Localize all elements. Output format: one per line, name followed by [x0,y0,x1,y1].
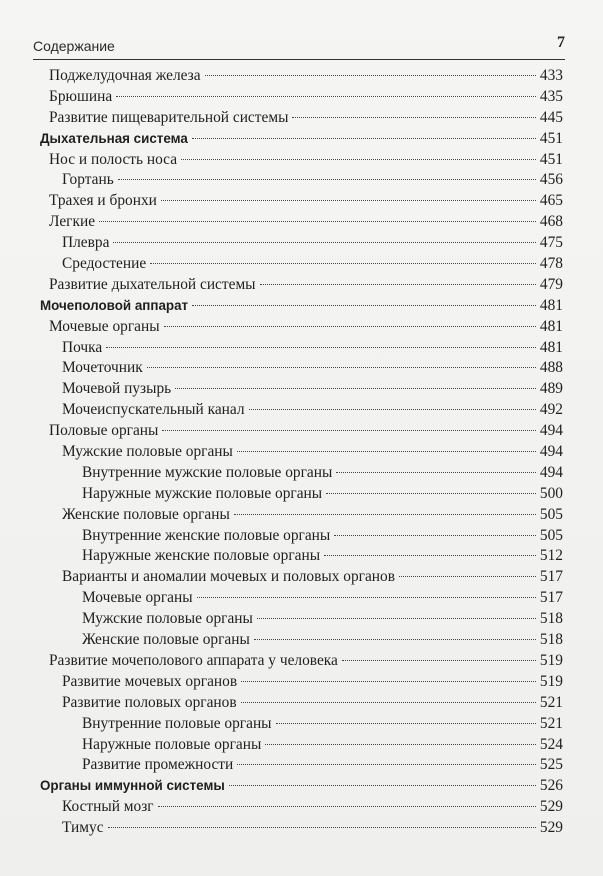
header-rule [33,59,565,60]
dot-leader [161,200,536,201]
dot-leader [108,827,536,828]
toc-entry-page: 518 [539,631,563,649]
toc-entry-page: 478 [539,255,563,273]
toc-entry-page: 525 [539,756,563,774]
toc-entry [40,797,563,818]
toc-entry-page: 494 [539,443,563,461]
toc-entry-page: 505 [539,526,563,544]
dot-leader [276,723,536,724]
toc-entry [40,379,563,400]
dot-leader [334,535,536,536]
dot-leader [265,744,536,745]
dot-leader [342,660,536,661]
toc-entry [40,630,563,651]
toc-entry-page: 529 [539,798,563,816]
toc-entry-label: Развитие мочевых органов [62,672,238,690]
toc-entry-page: 512 [539,547,563,565]
toc-entry-page: 433 [539,67,563,84]
toc-entry-label: Мужские половые органы [82,610,253,628]
toc-entry-page: 521 [539,714,563,732]
dot-leader [336,472,536,473]
dot-leader [192,305,536,306]
toc-entry-label: Развитие дыхательной системы [49,275,256,293]
toc-entry [40,233,563,254]
toc-entry-page: 524 [539,735,563,753]
toc-entry [40,254,563,275]
toc-entry-label: Наружные женские половые органы [82,547,321,565]
toc-entry [40,66,563,87]
toc-entry-label: Внутренние половые органы [82,714,272,732]
toc-entry-page: 518 [539,610,563,628]
dot-leader [116,96,536,97]
toc-entry-page: 489 [539,380,563,398]
toc-entry-page: 451 [539,129,563,147]
dot-leader [241,681,536,682]
dot-leader [162,430,536,431]
toc-entry-page: 492 [539,401,563,419]
dot-leader [164,326,536,327]
toc-entry-page: 481 [539,338,563,356]
toc-entry-label: Половые органы [49,422,159,440]
toc-entry-label: Тимус [62,819,104,837]
toc-entry [40,505,563,526]
toc-entry [40,546,563,567]
toc-entry [40,421,563,442]
toc-entry-label: Гортань [62,171,114,189]
toc-entry [40,191,563,212]
toc-section-heading [40,296,563,317]
toc-entry-label: Костный мозг [62,798,154,816]
toc-entry [40,651,563,672]
dot-leader [197,597,536,598]
toc-entry-label: Брюшина [49,87,113,105]
toc-entry-page: 517 [539,568,563,586]
running-header [33,34,565,58]
toc-entry-label: Дыхательная система [40,130,188,146]
toc-entry [40,818,563,839]
toc-entry [40,672,563,693]
toc-entry-label: Развитие половых органов [62,693,237,711]
toc-section-heading [40,129,563,150]
toc-entry-label: Внутренние женские половые органы [82,526,331,544]
toc-entry-label: Мочеточник [62,359,143,377]
dot-leader [229,785,536,786]
toc-entry [40,609,563,630]
dot-leader [181,159,536,160]
toc-entry-label: Развитие промежности [82,756,234,774]
toc-entry [40,735,563,756]
dot-leader [254,639,536,640]
toc-entry-page: 529 [539,819,563,837]
toc-entry-label: Наружные половые органы [82,735,262,753]
toc-entry-page: 488 [539,359,563,377]
toc-entry-label: Легкие [49,213,96,231]
toc-entry-page: 519 [539,672,563,690]
toc-entry-page: 451 [539,150,563,168]
table-of-contents [40,66,563,839]
toc-entry-label: Женские половые органы [82,631,250,649]
toc-entry [40,714,563,735]
toc-entry-page: 465 [539,192,563,210]
toc-entry [40,358,563,379]
toc-entry-page: 435 [539,87,563,105]
toc-entry-label: Мочевые органы [82,589,193,607]
toc-entry-label: Наружные мужские половые органы [82,484,323,502]
dot-leader [249,409,536,410]
toc-entry-page: 526 [539,777,563,795]
toc-entry-label: Мужские половые органы [62,443,233,461]
dot-leader [158,806,536,807]
toc-entry [40,442,563,463]
dot-leader [205,75,536,76]
toc-entry [40,212,563,233]
toc-entry-label: Мочевой пузырь [62,380,172,398]
toc-entry-label: Мочеиспускательный канал [62,401,245,419]
toc-entry-label: Развитие пищеварительной системы [49,108,289,126]
dot-leader [147,367,536,368]
toc-entry-label: Плевра [62,234,110,252]
toc-entry-label: Варианты и аномалии мочевых и половых органов [62,568,395,586]
toc-entry [40,275,563,296]
dot-leader [106,347,536,348]
toc-entry [40,567,563,588]
dot-leader [99,221,536,222]
toc-entry-label: Мочевые органы [49,317,160,335]
toc-entry-label: Внутренние мужские половые органы [82,463,333,481]
toc-entry-page: 519 [539,651,563,669]
toc-entry [40,463,563,484]
toc-entry [40,150,563,171]
toc-entry [40,484,563,505]
toc-entry-page: 494 [539,422,563,440]
toc-entry-label: Трахея и бронхи [49,192,157,210]
toc-entry-page: 517 [539,589,563,607]
toc-entry-page: 481 [539,317,563,335]
toc-entry-label: Поджелудочная железа [49,67,201,84]
dot-leader [118,179,536,180]
toc-entry-page: 500 [539,484,563,502]
toc-entry [40,693,563,714]
toc-entry-page: 505 [539,505,563,523]
toc-entry [40,526,563,547]
toc-entry-page: 481 [539,296,563,314]
dot-leader [326,493,536,494]
toc-entry-page: 479 [539,275,563,293]
toc-entry-label: Органы иммунной системы [40,778,225,794]
dot-leader [260,284,536,285]
dot-leader [192,138,536,139]
toc-entry-page: 468 [539,213,563,231]
dot-leader [113,242,535,243]
toc-entry [40,87,563,108]
toc-entry-page: 521 [539,693,563,711]
toc-entry-label: Средостение [62,255,147,273]
toc-entry-label: Нос и полость носа [49,150,178,168]
toc-entry [40,338,563,359]
toc-entry-label: Развитие мочеполового аппарата у человека [49,651,338,669]
toc-entry-page: 445 [539,108,563,126]
dot-leader [237,764,536,765]
header-page-number: 7 [557,34,565,51]
toc-entry-label: Женские половые органы [62,505,230,523]
toc-entry [40,755,563,776]
toc-entry [40,170,563,191]
dot-leader [150,263,536,264]
dot-leader [292,117,536,118]
toc-section-heading [40,776,563,797]
dot-leader [324,555,536,556]
toc-entry-page: 494 [539,463,563,481]
toc-entry-page: 456 [539,171,563,189]
dot-leader [257,618,536,619]
toc-entry [40,317,563,338]
dot-leader [175,388,536,389]
dot-leader [234,514,536,515]
toc-entry-page: 475 [539,234,563,252]
dot-leader [237,451,536,452]
toc-entry-label: Почка [62,338,103,356]
toc-entry [40,588,563,609]
dot-leader [241,702,536,703]
toc-entry [40,108,563,129]
dot-leader [399,576,536,577]
toc-entry-label: Мочеполовой аппарат [40,297,189,313]
toc-entry [40,400,563,421]
header-title: Содержание [33,38,115,54]
